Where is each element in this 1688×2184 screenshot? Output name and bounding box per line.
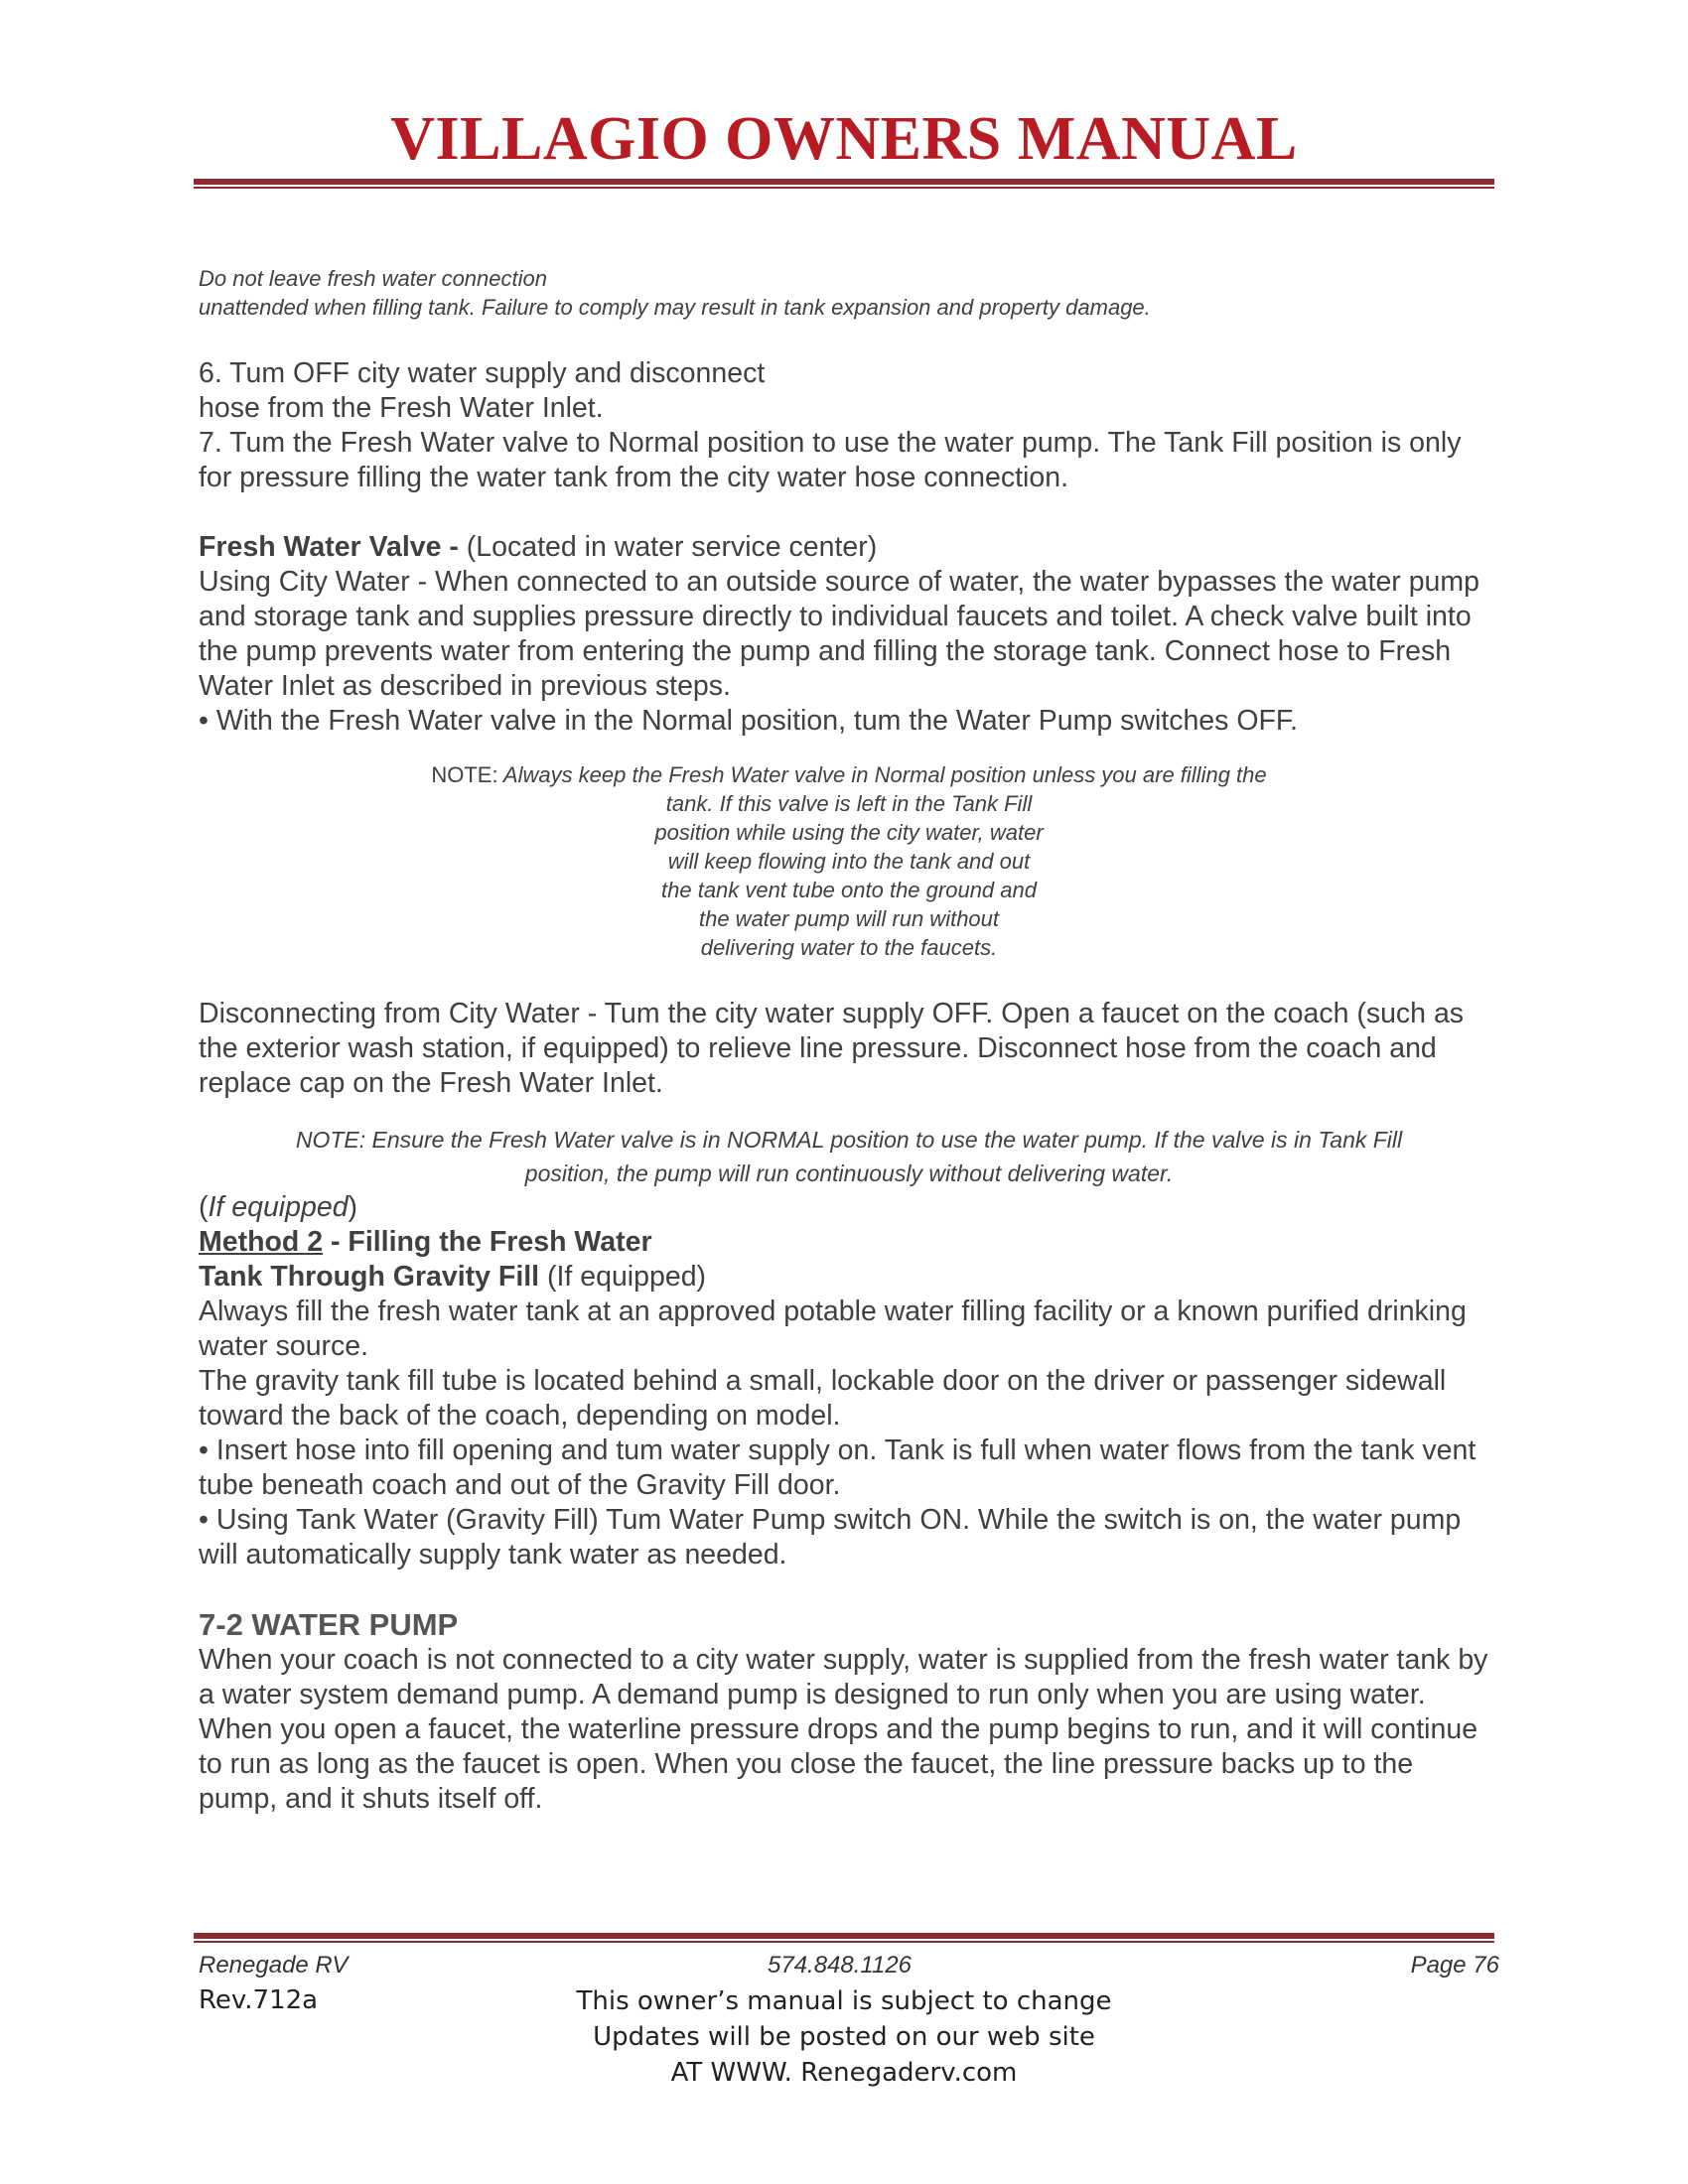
- potable-water-paragraph: Always fill the fresh water tank at an approved potable water filling facility or a known purified drinking water source.: [199, 1296, 1467, 1362]
- if-equipped-label: [199, 1190, 1499, 1225]
- tank-fill-note: [199, 760, 1499, 962]
- method-2-heading: [199, 1225, 1499, 1260]
- paren-open: (: [199, 1191, 209, 1223]
- fresh-water-valve-heading: [199, 530, 1499, 565]
- normal-position-note-line-1: NOTE: Ensure the Fresh Water valve is in NORMAL position to use the water pump. If the valve is in Tank Fill: [295, 1127, 1403, 1153]
- footer-notice-line-2: Updates will be posted on our web site: [593, 2022, 1095, 2052]
- note-text: Always keep the Fresh Water valve in Normal position unless you are filling the: [497, 762, 1267, 787]
- caution-line-2: unattended when filling tank. Failure to comply may result in tank expansion and property damage.: [199, 295, 1151, 320]
- footer-notice-line-1: This owner’s manual is subject to change: [576, 1986, 1112, 2016]
- step-7: 7. Tum the Fresh Water valve to Normal position to use the water pump. The Tank Fill position is only for pressure filling the water tank from the city water hose connection.: [199, 427, 1462, 493]
- note-line: will keep flowing into the tank and out: [667, 849, 1031, 874]
- caution-line-1: Do not leave fresh water connection: [199, 266, 547, 291]
- step-6-line-1: 6. Tum OFF city water supply and disconnect: [199, 357, 766, 389]
- footer-company: Renegade RV: [199, 1952, 349, 1979]
- fresh-water-valve-location: (Located in water service center): [458, 531, 878, 563]
- page-title: VILLAGIO OWNERS MANUAL: [390, 105, 1298, 173]
- footer-revision: Rev.712a: [199, 1985, 319, 2015]
- if-equipped-text: If equipped: [208, 1191, 349, 1223]
- gravity-fill-heading: [199, 1260, 1499, 1295]
- fresh-water-valve-title: Fresh Water Valve -: [199, 531, 459, 563]
- normal-position-note-line-2: position, the pump will run continuously without delivering water.: [524, 1160, 1174, 1186]
- step-6-line-2: hose from the Fresh Water Inlet.: [199, 392, 604, 424]
- method-2-heading-rest: - Filling the Fresh Water: [323, 1226, 652, 1258]
- header-divider: [194, 179, 1494, 190]
- water-pump-paragraph: When your coach is not connected to a city water supply, water is supplied from the fresh water tank by a water system demand pump. A demand pump is designed to run only when you are using water. When you open a faucet, the waterline pressure drops and the pump begins to run, and it will continue to run as long as the faucet is open. When you close the faucet, the line pressure backs up to the pump, and it shuts itself off.: [199, 1644, 1488, 1815]
- city-water-paragraph: Using City Water - When connected to an outside source of water, the water bypasses the water pump and storage tank and supplies pressure directly to individual faucets and toilet. A check valve built into the pump prevents water from entering the pump and filling the storage tank. Connect hose to Fresh Water Inlet as described in previous steps.: [199, 566, 1480, 702]
- method-2-label: Method 2: [199, 1226, 324, 1258]
- note-line: position while using the city water, water: [654, 820, 1044, 845]
- manual-body: [199, 264, 1499, 1817]
- footer-notice: [536, 1983, 1152, 2091]
- footer-phone: 574.848.1126: [768, 1952, 913, 1979]
- fill-tube-location-paragraph: The gravity tank fill tube is located behind a small, lockable door on the driver or passenger sidewall toward the back of the coach, depending on model.: [199, 1365, 1447, 1432]
- note-line: [199, 760, 1499, 789]
- disconnecting-paragraph: Disconnecting from City Water - Tum the city water supply OFF. Open a faucet on the coach (such as the exterior wash station, if equipped) to relieve line pressure. Disconnect hose from the coach and replace cap on the Fresh Water Inlet.: [199, 998, 1465, 1099]
- note-line: the tank vent tube onto the ground and: [661, 878, 1037, 902]
- note-line: tank. If this valve is left in the Tank Fill: [665, 791, 1033, 816]
- footer-website-line: AT WWW. Renegaderv.com: [670, 2058, 1018, 2088]
- paren-close: ): [348, 1191, 358, 1223]
- footer-page-number: Page 76: [1410, 1952, 1499, 1979]
- tank-water-bullet: • Using Tank Water (Gravity Fill) Tum Water Pump switch ON. While the switch is on, the water pump will automatically supply tank water as needed.: [199, 1504, 1462, 1570]
- note-line: the water pump will run without: [698, 906, 1000, 931]
- gravity-fill-if-equipped: (If equipped): [539, 1261, 707, 1293]
- gravity-fill-title: Tank Through Gravity Fill: [199, 1261, 540, 1293]
- note-line: delivering water to the faucets.: [700, 935, 998, 960]
- footer-divider: [194, 1933, 1494, 1944]
- note-label: NOTE:: [431, 762, 498, 787]
- insert-hose-bullet: • Insert hose into fill opening and tum water supply on. Tank is full when water flows from the tank vent tube beneath coach and out of the Gravity Fill door.: [199, 1434, 1477, 1501]
- water-pump-heading: 7-2 WATER PUMP: [199, 1607, 459, 1642]
- normal-position-bullet: • With the Fresh Water valve in the Normal position, tum the Water Pump switches OFF.: [199, 705, 1299, 737]
